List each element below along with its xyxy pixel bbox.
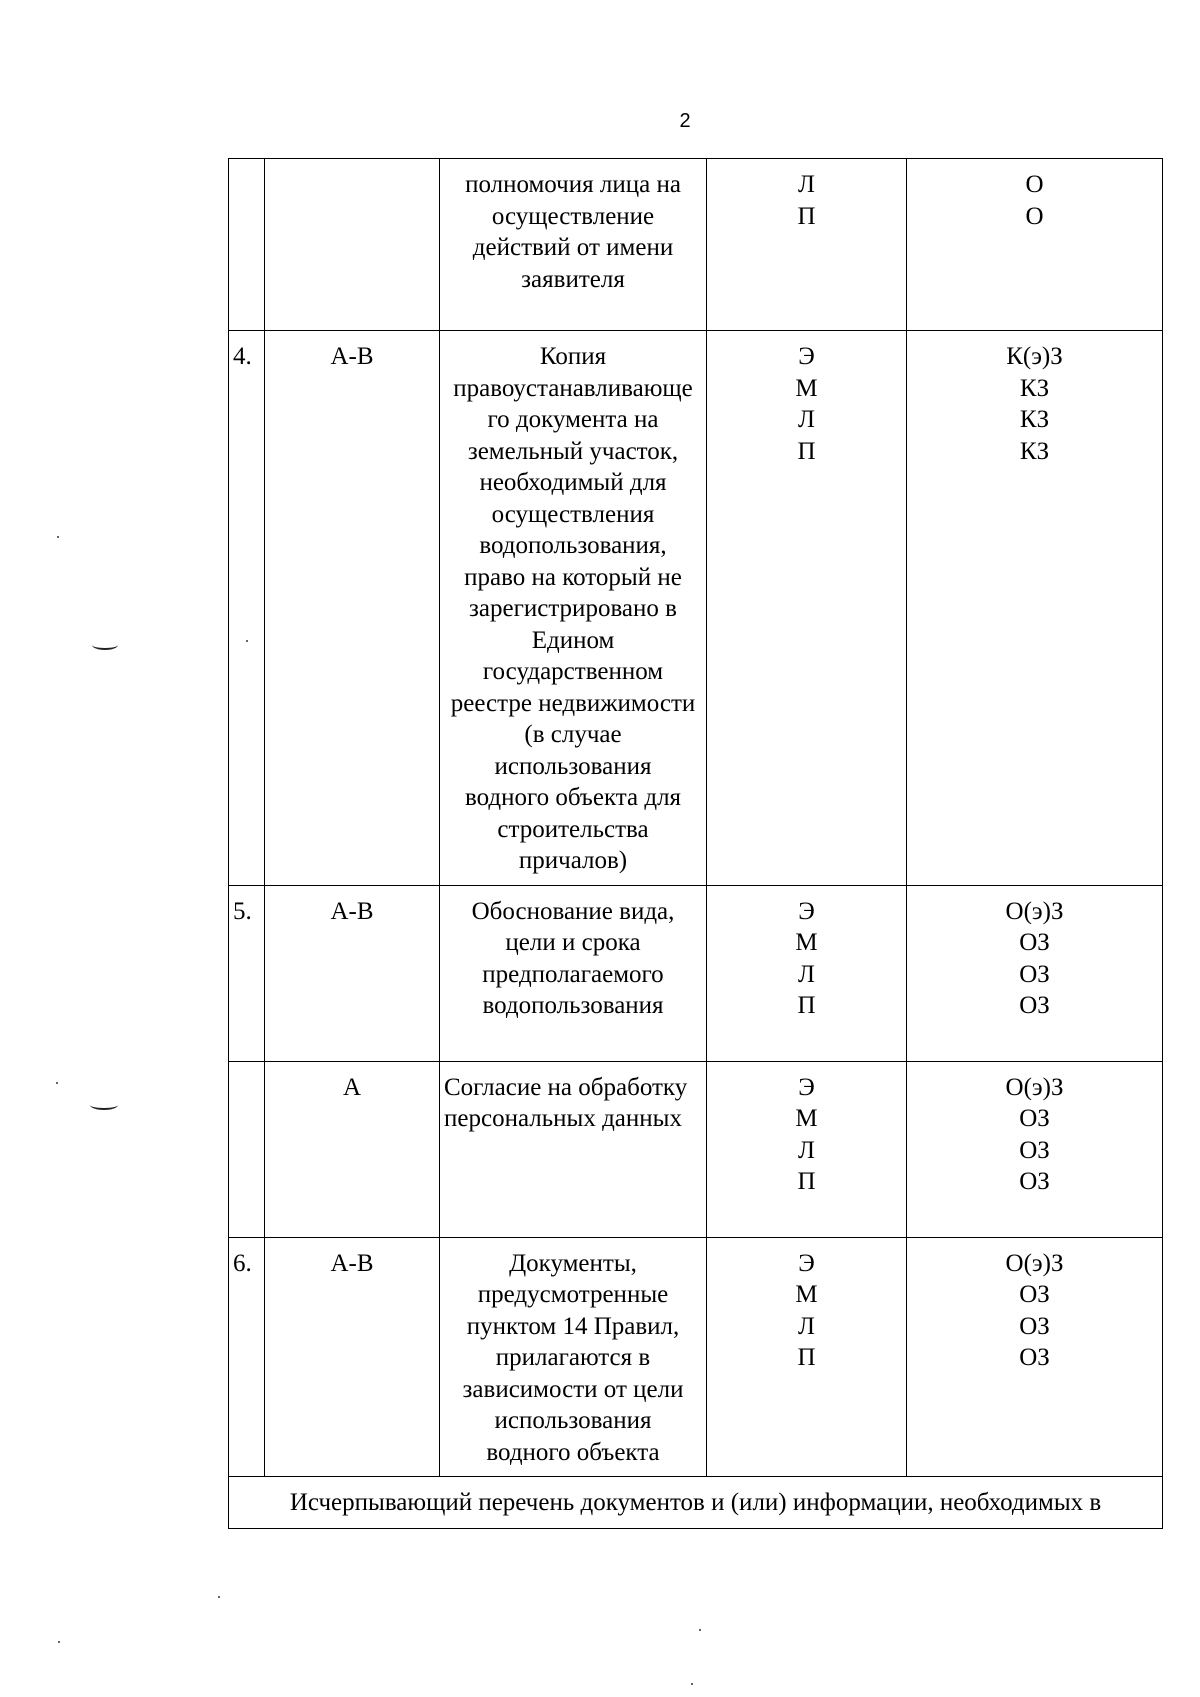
scan-dot [56, 1082, 58, 1084]
requirement-code: ОЗ [1019, 1312, 1050, 1340]
requirement-code: О(э)З [1005, 897, 1064, 925]
requirement-code: ОЗ [1019, 1136, 1050, 1164]
form-cell [707, 159, 907, 331]
document-line: необходимый для [479, 469, 667, 496]
requirement-code: О [1025, 202, 1044, 230]
requirement-code: ОЗ [1019, 992, 1050, 1019]
table-row [229, 159, 1163, 331]
document-line: (в случае [524, 721, 622, 748]
document-line: действий от имени [472, 234, 674, 261]
document-line: заявителя [521, 265, 625, 293]
form-cell [707, 331, 907, 886]
form-code: Л [798, 1312, 815, 1340]
requirement-code: ОЗ [1019, 960, 1050, 988]
scan-dot [58, 1641, 60, 1643]
document-line: Обоснование вида, [471, 897, 675, 925]
document-line: водопользования [482, 992, 664, 1019]
requirement-cell [907, 885, 1163, 1061]
document-line: правоустанавливающе [453, 374, 693, 402]
document-line: причалов) [518, 847, 628, 874]
document-name-cell [440, 159, 707, 331]
document-line: зарегистрировано в [469, 595, 677, 622]
scan-mark [90, 1100, 118, 1110]
form-code: П [797, 1168, 816, 1195]
form-code: Э [798, 1249, 815, 1277]
document-line: осуществления [491, 500, 655, 528]
document-line: использования [494, 1407, 652, 1434]
document-line: осуществление [491, 202, 655, 230]
form-code: Л [798, 171, 815, 198]
requirement-code: ОЗ [1019, 1281, 1050, 1308]
requirement-cell [907, 1237, 1163, 1477]
document-line: предполагаемого [482, 960, 664, 988]
requirement-code: КЗ [1019, 374, 1050, 402]
requirement-code: О [1025, 171, 1044, 198]
document-line: зависимости от цели [462, 1375, 684, 1403]
requirement-code: КЗ [1019, 406, 1050, 433]
form-code: П [797, 437, 816, 465]
category-cell: А-В [265, 885, 440, 1061]
document-line: Документы, [509, 1249, 637, 1277]
row-number-cell: 5. [229, 885, 265, 1061]
document-line: земельный участок, [467, 437, 679, 465]
form-code: Л [798, 1136, 815, 1164]
document-line: реестре недвижимости [450, 689, 696, 717]
document-name-cell [440, 1237, 707, 1477]
table-row [229, 1237, 1163, 1477]
requirement-cell [907, 159, 1163, 331]
document-name-cell [440, 1061, 707, 1237]
document-line: полномочия лица на [465, 171, 681, 198]
document-line: прилагаются в [495, 1344, 651, 1371]
form-code: Л [798, 960, 815, 988]
document-line: государственном [482, 658, 664, 685]
form-code: М [795, 374, 818, 402]
requirement-code: ОЗ [1019, 1344, 1050, 1371]
section-heading-cell: Исчерпывающий перечень документов и (или) информации, необходимых в [229, 1477, 1163, 1529]
table-row [229, 885, 1163, 1061]
row-number-cell: 6. [229, 1237, 265, 1477]
requirement-code: ОЗ [1019, 1105, 1050, 1132]
documents-table [228, 158, 1163, 1529]
document-line: Согласие на обработку [444, 1073, 688, 1101]
requirement-code: О(э)З [1005, 1249, 1064, 1277]
document-name-cell [440, 885, 707, 1061]
scan-dot [691, 1683, 693, 1685]
document-line: использования [494, 752, 652, 780]
document-line: предусмотренные [477, 1281, 669, 1308]
scan-dot [218, 1596, 220, 1598]
requirement-code: К(э)З [1006, 343, 1063, 370]
scan-dot [699, 1629, 701, 1631]
row-number-cell [229, 159, 265, 331]
document-name-cell [440, 331, 707, 886]
document-line: водного объекта для [464, 784, 682, 811]
form-code: М [795, 1105, 818, 1132]
row-number-cell [229, 1061, 265, 1237]
form-cell [707, 885, 907, 1061]
form-cell [707, 1061, 907, 1237]
document-line: право на который не [464, 563, 682, 591]
requirement-code: КЗ [1019, 437, 1050, 465]
form-code: Э [798, 343, 815, 370]
document-line: го документа на [487, 406, 659, 433]
document-line: персональных данных [444, 1105, 682, 1132]
form-code: П [797, 1344, 816, 1371]
form-code: Л [798, 406, 815, 433]
document-line: Копия [539, 343, 607, 370]
requirement-code: ОЗ [1019, 1168, 1050, 1195]
scan-dot [57, 536, 59, 538]
form-code: Э [798, 897, 815, 925]
table-row [229, 1061, 1163, 1237]
requirement-code: О(э)З [1005, 1073, 1064, 1101]
form-code: М [795, 1281, 818, 1308]
form-cell [707, 1237, 907, 1477]
category-cell: А [265, 1061, 440, 1237]
table-row [229, 331, 1163, 886]
scan-mark [92, 640, 118, 650]
document-line: водного объекта [486, 1438, 660, 1466]
document-line: строительства [497, 815, 649, 843]
document-line: водопользования, [479, 532, 667, 559]
scan-dot [246, 640, 248, 642]
table-row [229, 1477, 1163, 1529]
requirement-cell [907, 331, 1163, 886]
requirement-cell [907, 1061, 1163, 1237]
category-cell [265, 159, 440, 331]
form-code: Э [798, 1073, 815, 1101]
form-code: П [797, 202, 816, 230]
document-line: цели и срока [505, 929, 641, 956]
requirement-code: ОЗ [1019, 929, 1050, 956]
document-line: Едином [531, 626, 615, 654]
form-code: П [797, 992, 816, 1019]
row-number-cell: 4. [229, 331, 265, 886]
category-cell: А-В [265, 331, 440, 886]
document-line: пунктом 14 Правил, [466, 1312, 680, 1340]
category-cell: А-В [265, 1237, 440, 1477]
page-number: 2 [679, 110, 691, 132]
form-code: М [795, 929, 818, 956]
